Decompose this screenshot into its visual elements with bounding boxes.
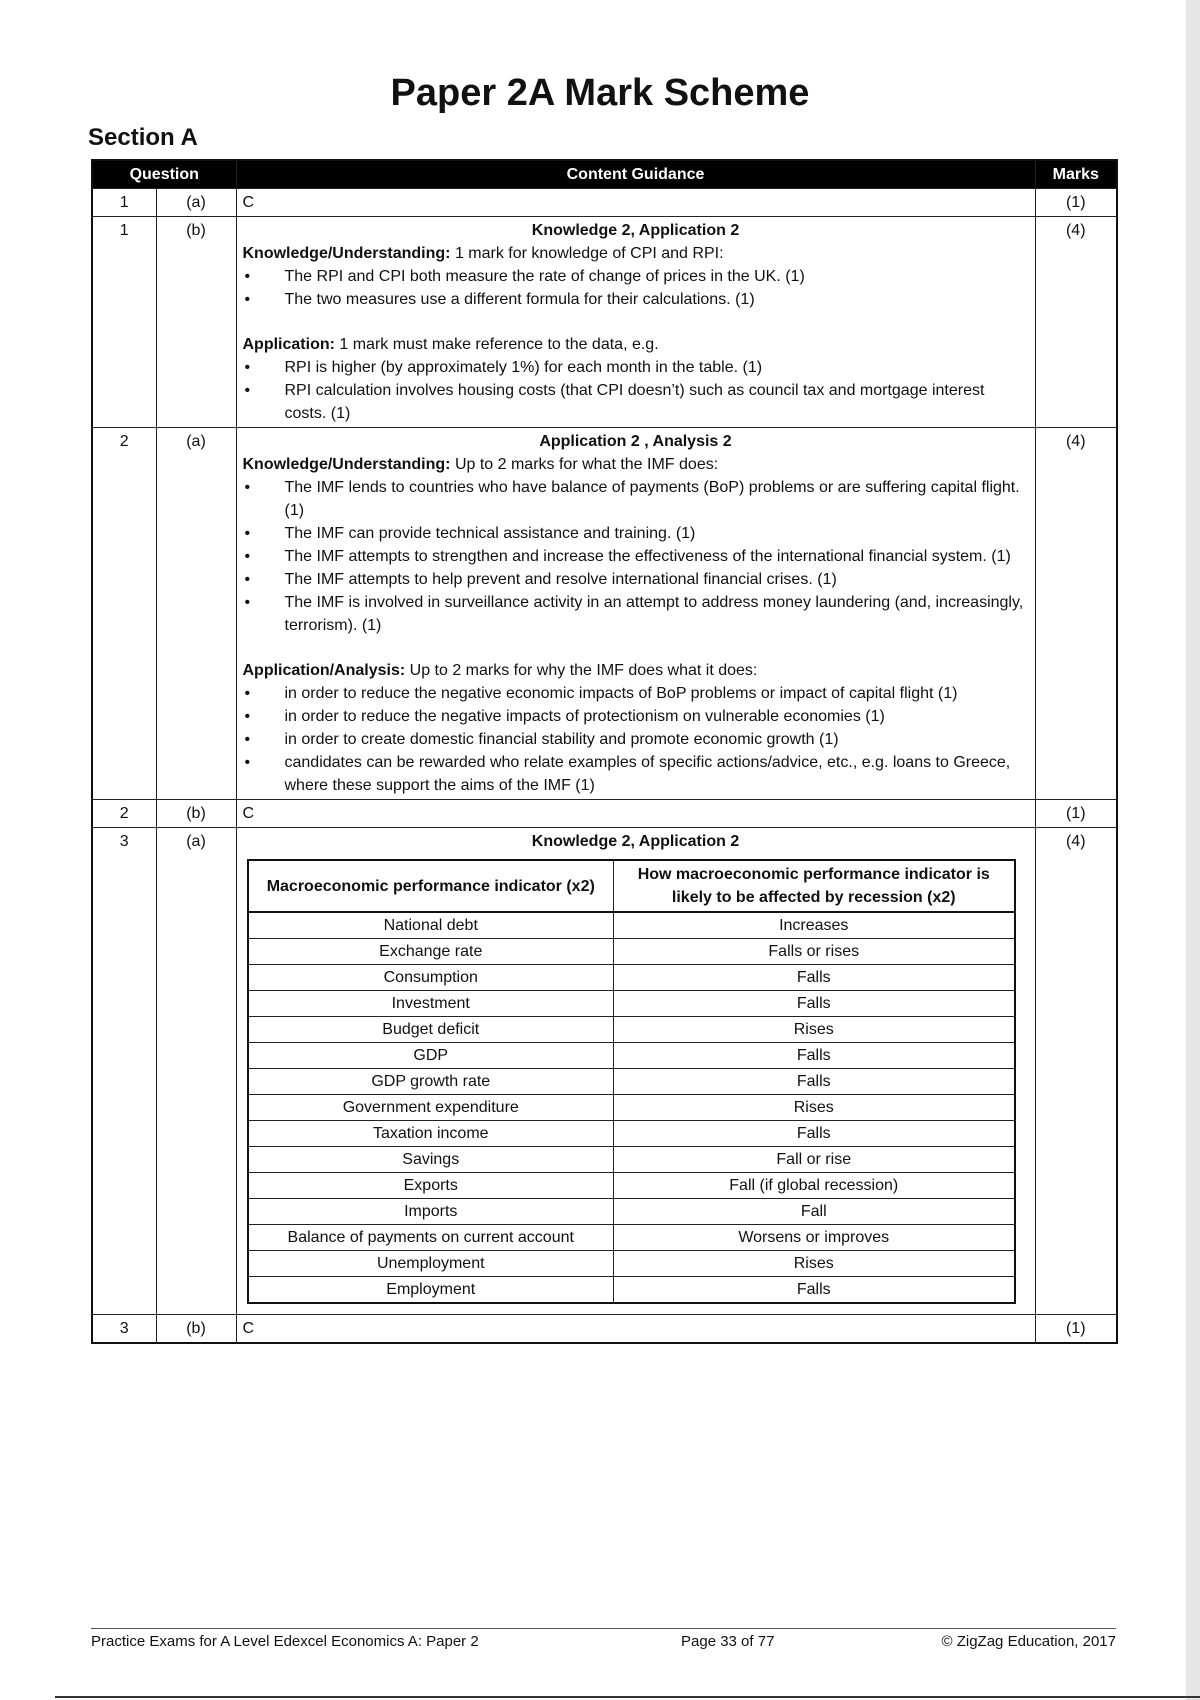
list-item: • The RPI and CPI both measure the rate of change of prices in the UK. (1) xyxy=(285,265,1029,288)
question-number: 3 xyxy=(92,828,156,1315)
answer: C xyxy=(236,1315,1035,1344)
effect-cell: Rises xyxy=(614,1251,1015,1277)
indicator-row xyxy=(248,1069,1015,1095)
indicator-cell: GDP xyxy=(248,1043,614,1069)
indicator-cell: Balance of payments on current account xyxy=(248,1225,614,1251)
assessment-heading: Knowledge 2, Application 2 xyxy=(531,833,740,850)
marks: (4) xyxy=(1035,828,1117,1315)
analysis-bullets xyxy=(243,682,1029,797)
marks: (1) xyxy=(1035,189,1117,217)
indicator-row xyxy=(248,1121,1015,1147)
indicator-cell: Savings xyxy=(248,1147,614,1173)
marks-header: Marks xyxy=(1035,160,1117,189)
knowledge-bullets xyxy=(243,476,1029,637)
knowledge-label: Knowledge/Understanding: xyxy=(242,245,451,262)
indicator-cell: Exchange rate xyxy=(248,939,614,965)
indicator-row xyxy=(248,1277,1015,1304)
knowledge-intro xyxy=(243,242,1029,265)
bottom-rule xyxy=(55,1696,1200,1698)
analysis-intro xyxy=(243,659,1029,682)
indicator-cell: Consumption xyxy=(248,965,614,991)
list-item: • The IMF is involved in surveillance activity in an attempt to address money laundering (and, increasingly, terrorism). (1) xyxy=(285,591,1029,637)
effect-cell: Fall xyxy=(614,1199,1015,1225)
indicator-row xyxy=(248,1199,1015,1225)
indicator-row xyxy=(248,1043,1015,1069)
effect-column-header: How macroeconomic performance indicator is likely to be affected by recession (x2) xyxy=(614,860,1015,912)
list-item: • The two measures use a different formula for their calculations. (1) xyxy=(285,288,1029,311)
content-guidance xyxy=(236,828,1035,1315)
assessment-heading: Knowledge 2, Application 2 xyxy=(531,222,740,239)
effect-cell: Fall or rise xyxy=(614,1147,1015,1173)
indicator-row xyxy=(248,1017,1015,1043)
knowledge-label: Knowledge/Understanding: xyxy=(242,456,451,473)
list-item: • RPI calculation involves housing costs (that CPI doesn’t) such as council tax and mortgage interest costs. (1) xyxy=(285,379,1029,425)
effect-cell: Rises xyxy=(614,1095,1015,1121)
knowledge-bullets xyxy=(243,265,1029,311)
indicator-row xyxy=(248,965,1015,991)
indicator-row xyxy=(248,991,1015,1017)
marks: (1) xyxy=(1035,1315,1117,1344)
section-title: Section A xyxy=(88,124,198,151)
table-row xyxy=(92,1315,1117,1344)
indicator-cell: Unemployment xyxy=(248,1251,614,1277)
mark-scheme-table xyxy=(91,159,1118,1344)
effect-cell: Increases xyxy=(614,912,1015,939)
effect-cell: Falls xyxy=(614,1043,1015,1069)
table-row xyxy=(92,217,1117,428)
indicator-cell: Exports xyxy=(248,1173,614,1199)
indicator-cell: GDP growth rate xyxy=(248,1069,614,1095)
indicator-row xyxy=(248,1095,1015,1121)
marks: (4) xyxy=(1035,217,1117,428)
knowledge-text: Up to 2 marks for what the IMF does: xyxy=(450,456,719,473)
analysis-label: Application/Analysis: xyxy=(242,662,406,679)
list-item: • in order to create domestic financial stability and promote economic growth (1) xyxy=(285,728,1029,751)
effect-cell: Falls xyxy=(614,1069,1015,1095)
question-part: (b) xyxy=(156,1315,236,1344)
marks: (4) xyxy=(1035,428,1117,800)
page-footer xyxy=(91,1628,1116,1650)
effect-cell: Falls xyxy=(614,1121,1015,1147)
indicator-cell: Budget deficit xyxy=(248,1017,614,1043)
question-number: 3 xyxy=(92,1315,156,1344)
content-header: Content Guidance xyxy=(236,160,1035,189)
list-item: • in order to reduce the negative economic impacts of BoP problems or impact of capital flight (1) xyxy=(285,682,1029,705)
question-header: Question xyxy=(92,160,236,189)
page-edge xyxy=(1186,0,1200,1700)
table-row xyxy=(92,828,1117,1315)
indicator-row xyxy=(248,912,1015,939)
footer-title: Practice Exams for A Level Edexcel Economics A: Paper 2 xyxy=(91,1633,479,1650)
question-part: (a) xyxy=(156,189,236,217)
list-item: • RPI is higher (by approximately 1%) for each month in the table. (1) xyxy=(285,356,1029,379)
indicator-row xyxy=(248,1147,1015,1173)
indicator-header-row xyxy=(248,860,1015,912)
list-item: • The IMF attempts to help prevent and resolve international financial crises. (1) xyxy=(285,568,1029,591)
question-part: (a) xyxy=(156,428,236,800)
effect-cell: Worsens or improves xyxy=(614,1225,1015,1251)
indicator-cell: Government expenditure xyxy=(248,1095,614,1121)
indicator-row xyxy=(248,939,1015,965)
indicator-row xyxy=(248,1225,1015,1251)
analysis-text: Up to 2 marks for why the IMF does what it does: xyxy=(405,662,758,679)
indicator-table xyxy=(247,859,1016,1304)
page-number: Page 33 of 77 xyxy=(681,1633,775,1650)
question-part: (b) xyxy=(156,800,236,828)
indicator-cell: Imports xyxy=(248,1199,614,1225)
header-row xyxy=(92,160,1117,189)
content-guidance xyxy=(236,217,1035,428)
indicator-cell: Investment xyxy=(248,991,614,1017)
list-item: • in order to reduce the negative impacts of protectionism on vulnerable economies (1) xyxy=(285,705,1029,728)
effect-cell: Falls xyxy=(614,1277,1015,1304)
indicator-column-header: Macroeconomic performance indicator (x2) xyxy=(248,860,614,912)
question-number: 1 xyxy=(92,217,156,428)
knowledge-intro xyxy=(243,453,1029,476)
question-number: 2 xyxy=(92,800,156,828)
application-label: Application: xyxy=(242,336,335,353)
question-part: (a) xyxy=(156,828,236,1315)
list-item: • candidates can be rewarded who relate examples of specific actions/advice, etc., e.g. loans to Greece, where these support the aims of the IMF (1) xyxy=(285,751,1029,797)
question-number: 2 xyxy=(92,428,156,800)
application-text: 1 mark must make reference to the data, e.g. xyxy=(334,336,659,353)
table-row xyxy=(92,800,1117,828)
content-guidance xyxy=(236,428,1035,800)
assessment-heading: Application 2 , Analysis 2 xyxy=(539,433,732,450)
marks: (1) xyxy=(1035,800,1117,828)
table-row xyxy=(92,189,1117,217)
question-part: (b) xyxy=(156,217,236,428)
indicator-row xyxy=(248,1173,1015,1199)
effect-cell: Falls xyxy=(614,991,1015,1017)
list-item: • The IMF attempts to strengthen and increase the effectiveness of the international financial system. (1) xyxy=(285,545,1029,568)
application-intro xyxy=(243,333,1029,356)
effect-cell: Fall (if global recession) xyxy=(614,1173,1015,1199)
question-number: 1 xyxy=(92,189,156,217)
knowledge-text: 1 mark for knowledge of CPI and RPI: xyxy=(450,245,724,262)
list-item: • The IMF lends to countries who have balance of payments (BoP) problems or are suffering capital flight. (1) xyxy=(285,476,1029,522)
effect-cell: Rises xyxy=(614,1017,1015,1043)
copyright: © ZigZag Education, 2017 xyxy=(941,1633,1116,1650)
effect-cell: Falls or rises xyxy=(614,939,1015,965)
indicator-cell: National debt xyxy=(248,912,614,939)
table-row xyxy=(92,428,1117,800)
list-item: • The IMF can provide technical assistance and training. (1) xyxy=(285,522,1029,545)
application-bullets xyxy=(243,356,1029,425)
answer: C xyxy=(236,800,1035,828)
answer: C xyxy=(236,189,1035,217)
indicator-cell: Employment xyxy=(248,1277,614,1304)
indicator-row xyxy=(248,1251,1015,1277)
effect-cell: Falls xyxy=(614,965,1015,991)
indicator-cell: Taxation income xyxy=(248,1121,614,1147)
page-title: Paper 2A Mark Scheme xyxy=(390,72,810,114)
